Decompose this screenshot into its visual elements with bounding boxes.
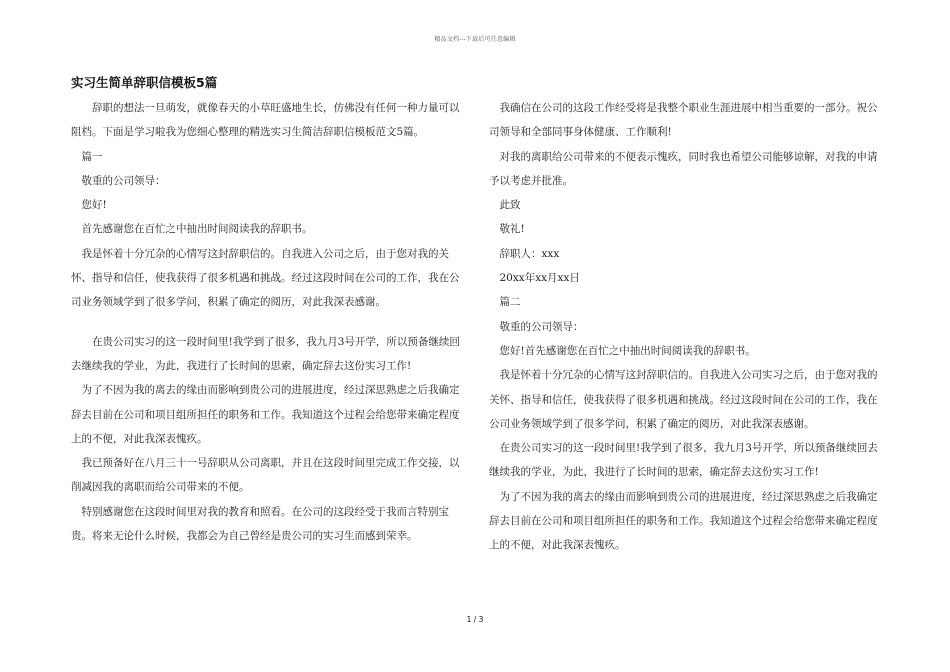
page-header: 精品文档---下载后可任意编辑 <box>434 36 516 43</box>
section-heading: 篇二 <box>499 296 521 309</box>
paragraph: 在贵公司实习的这一段时间里!我学到了很多，我九月3号开学，所以预备继续回去继续我的学业，为此，我进行了长时间的思索，确定辞去这份实习工作! <box>71 335 460 372</box>
paragraph: 为了不因为我的离去的缘由而影响到贵公司的进展进度，经过深思熟虑之后我确定辞去目前在公司和项目组所担任的职务和工作。我知道这个过程会给您带来确定程度上的不便，对此我深表愧疚。 <box>489 490 878 552</box>
greeting: 您好! <box>81 199 107 212</box>
left-column <box>71 96 463 548</box>
right-column <box>489 96 881 558</box>
closing-line: 敬礼! <box>499 223 525 236</box>
paragraph: 我是怀着十分冗杂的心情写这封辞职信的。自我进入公司之后，由于您对我的关怀、指导和信任，使我获得了很多机遇和挑战。经过这段时间在公司的工作，我在公司业务领域学到了很多学问，积累了确定的阅历，对此我深表感谢。 <box>71 247 460 309</box>
paragraph: 特别感谢您在这段时间里对我的教育和照看。在公司的这段经受于我而言特别宝贵。将来无论什么时候，我都会为自己曾经是贵公司的实习生而感到荣幸。 <box>71 505 449 543</box>
salutation: 敬重的公司领导： <box>81 174 166 187</box>
paragraph: 我是怀着十分冗杂的心情写这封辞职信的。自我进入公司实习之后，由于您对我的关怀、指导和信任，使我获得了很多机遇和挑战。经过这段时间在公司的工作，我在公司业务领域学到了很多学问，积累了确定的阅历，对此我深表感谢。 <box>489 369 878 430</box>
paragraph: 您好!首先感谢您在百忙之中抽出时间阅读我的辞职书。 <box>499 344 756 357</box>
section-heading: 篇一 <box>81 150 103 163</box>
document-title: 实习生简单辞职信模板5篇 <box>71 75 218 90</box>
paragraph: 首先感谢您在百忙之中抽出时间阅读我的辞职书。 <box>81 223 313 236</box>
closing-line: 此致 <box>499 199 521 212</box>
paragraph: 我已预备好在八月三十一号辞职从公司离职，并且在这段时间里完成工作交接，以削减因我的离职而给公司带来的不便。 <box>71 457 460 494</box>
paragraph: 在贵公司实习的这一段时间里!我学到了很多，我九月3号开学，所以预备继续回去继续我的学业，为此，我进行了长时间的思索，确定辞去这份实习工作! <box>489 442 878 479</box>
salutation: 敬重的公司领导： <box>499 320 584 333</box>
date: 20xx年xx月xx日 <box>499 272 580 285</box>
paragraph: 对我的离职给公司带来的不便表示愧疚，同时我也希望公司能够谅解，对我的申请予以考虑并批准。 <box>489 150 878 187</box>
signature: 辞职人：xxx <box>499 247 560 260</box>
paragraph: 辞职的想法一旦萌发，就像春天的小草旺盛地生长，仿佛没有任何一种力量可以阻档。下面是学习啦我为您细心整理的精选实习生简洁辞职信模板范文5篇。 <box>71 102 460 139</box>
paragraph: 为了不因为我的离去的缘由而影响到贵公司的进展进度，经过深思熟虑之后我确定辞去目前在公司和项目组所担任的职务和工作。我知道这个过程会给您带来确定程度上的不便，对此我深表愧疚。 <box>71 384 460 445</box>
paragraph: 我确信在公司的这段工作经受将是我整个职业生涯进展中相当重要的一部分。祝公司领导和全部同事身体健康、工作顺利! <box>489 102 878 139</box>
page-number: 1 / 3 <box>466 615 484 624</box>
